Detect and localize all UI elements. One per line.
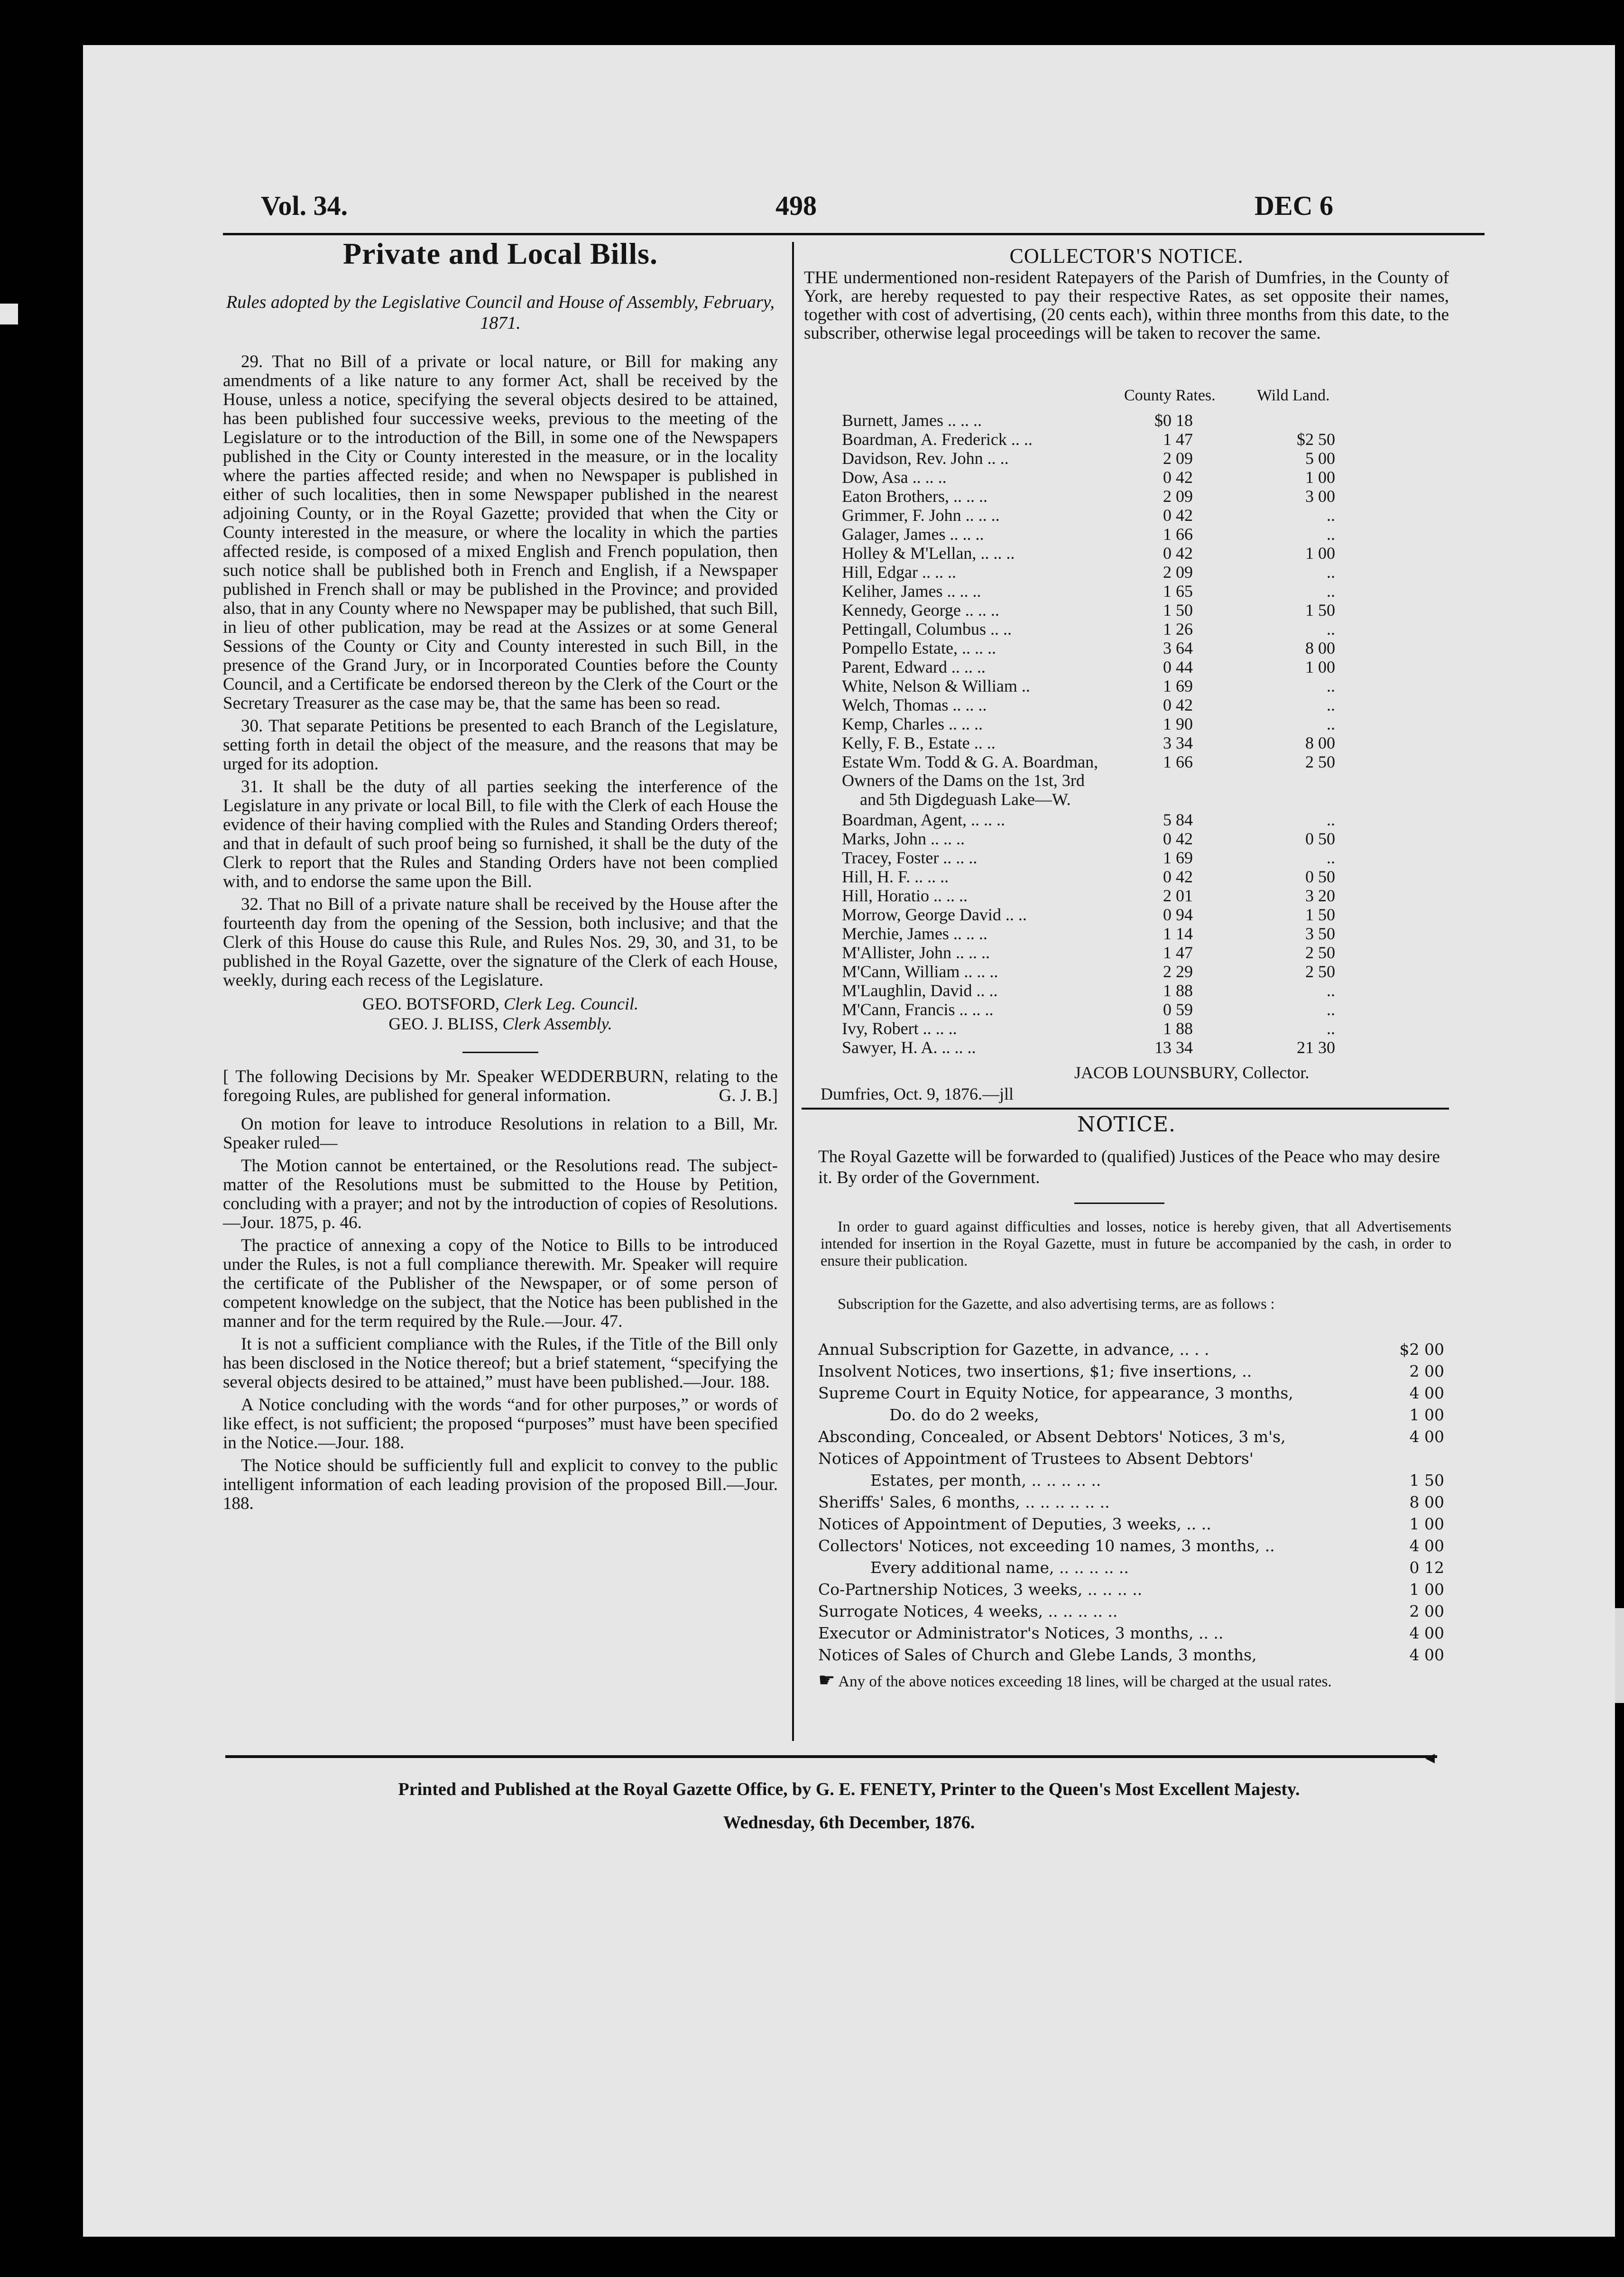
ratepayer-name: Kemp, Charles .. .. .. — [842, 714, 983, 733]
county-rate: 1 26 — [1163, 620, 1193, 639]
wild-land-rate: .. — [1327, 981, 1335, 1000]
table-row — [842, 543, 1463, 562]
county-rates-header: County Rates. — [1124, 387, 1216, 404]
table-row — [842, 676, 1463, 695]
wild-land-rate: .. — [1327, 848, 1335, 867]
volume-label: Vol. 34. — [261, 190, 348, 221]
rate-price: 4 00 — [1409, 1646, 1444, 1664]
rule-paragraph: 31. It shall be the duty of all parties seeking the interference of the Legislature in any private or local Bill, to file with the Clerk of each House the evidence of their having complied with the Rules and Standing Orders thereof; and that in default of such proof being so furnished, it shall be the duty of the Clerk to report that the Rules and Standing Orders have not been complied with, and to endorse the same upon the Bill. — [223, 777, 778, 891]
table-row — [842, 638, 1463, 657]
rate-price: 4 00 — [1409, 1427, 1444, 1446]
county-rate: 0 59 — [1163, 1000, 1193, 1019]
table-row — [842, 905, 1463, 924]
wild-land-rate: 1 50 — [1305, 905, 1335, 924]
county-rate: 1 66 — [1163, 525, 1193, 544]
dams-entry: Owners of the Dams on the 1st, 3rd and 5th Digdeguash Lake—W. — [842, 771, 1085, 809]
wild-land-rate: .. — [1327, 563, 1335, 582]
ratepayer-name: Boardman, Agent, .. .. .. — [842, 810, 1005, 829]
advert-paragraph: Subscription for the Gazette, and also advertising terms, are as follows : — [838, 1295, 1275, 1312]
ratepayer-name: M'Allister, John .. .. .. — [842, 943, 990, 962]
ratepayer-name: White, Nelson & William .. — [842, 676, 1030, 695]
rate-price: 4 00 — [1409, 1624, 1444, 1642]
county-rate: 0 42 — [1163, 695, 1193, 714]
ratepayer-name: Holley & M'Lellan, .. .. .. — [842, 544, 1015, 563]
rate-label: Every additional name, .. .. .. .. .. — [870, 1558, 1129, 1577]
county-rate: 1 66 — [1163, 752, 1193, 771]
county-rate: 3 64 — [1163, 639, 1193, 657]
table-row — [842, 467, 1463, 486]
wild-land-rate: .. — [1327, 810, 1335, 829]
ratepayer-name: Pettingall, Columbus .. .. — [842, 620, 1012, 639]
rate-label: Notices of Appointment of Deputies, 3 weeks, .. .. — [818, 1515, 1211, 1533]
ratepayer-name: Kennedy, George .. .. .. — [842, 601, 999, 620]
table-row — [842, 962, 1463, 981]
county-rate: 1 65 — [1163, 582, 1193, 601]
rate-label: Surrogate Notices, 4 weeks, .. .. .. .. .. — [818, 1602, 1118, 1620]
rule-paragraph: 29. That no Bill of a private or local nature, or Bill for making any amendments of a like nature to any former Act, shall be received by the House, unless a notice, specifying the several objects desired to be attained, has been published four successive weeks, previous to the meeting of the Legislature or to the introduction of the Bill, in some one of the Newspapers published in the City or County interested in the measure, or in the locality where the parties affected reside; and when no Newspaper is published in either of such localities, then in some Newspaper published in the nearest adjoining County, or in the Royal Gazette; provided that when the City or County interested in the measure, or where the locality in which the parties affected reside, is composed of a mixed English and French population, then such notice shall be published both in French and English, if a Newspaper published in French shall or may be published in the Province; and provided also, that in any County where no Newspaper may be published, that such Bill, in lieu of other publication, may be read at the Assizes or at some General Sessions of the County or City and County interested in such Bill, in the presence of the Grand Jury, or in Incorporated Counties before the County Council, and a Certificate be endorsed thereon by the Clerk of the Court or the Secretary Treasurer as the case may be, that the same has been so read. — [223, 352, 778, 713]
county-rate: 2 01 — [1163, 886, 1193, 905]
ratepayer-name: Boardman, A. Frederick .. .. — [842, 430, 1033, 449]
wild-land-rate: 8 00 — [1305, 733, 1335, 752]
wild-land-header: Wild Land. — [1257, 387, 1330, 404]
table-row — [842, 1000, 1463, 1018]
decision-paragraph: The Motion cannot be entertained, or the Resolutions read. The subject-matter of the Resolutions must be submitted to the House by Petition, concluding with a prayer; and not by the introduction of copies of Resolutions.—Jour. 1875, p. 46. — [223, 1156, 778, 1232]
rate-label: Absconding, Concealed, or Absent Debtors' Notices, 3 m's, — [818, 1427, 1286, 1446]
collector-notice — [804, 244, 1449, 343]
footer-rule — [225, 1755, 1437, 1758]
table-row — [842, 448, 1463, 467]
wild-land-rate: .. — [1327, 1000, 1335, 1019]
ratepayer-name: M'Cann, Francis .. .. .. — [842, 1000, 994, 1019]
ratepayer-name: Kelly, F. B., Estate .. .. — [842, 733, 996, 752]
county-rate: 1 50 — [1163, 601, 1193, 620]
wild-land-rate: .. — [1327, 695, 1335, 714]
ratepayer-name: Parent, Edward .. .. .. — [842, 657, 986, 676]
table-row — [842, 505, 1463, 524]
county-rate: 1 88 — [1163, 981, 1193, 1000]
rate-price: 4 00 — [1409, 1384, 1444, 1402]
county-rate: 1 90 — [1163, 714, 1193, 733]
county-rate: 5 84 — [1163, 810, 1193, 829]
collector-title: COLLECTOR'S NOTICE. — [1009, 244, 1244, 268]
county-rate: 0 94 — [1163, 905, 1193, 924]
left-column — [223, 237, 778, 1517]
ratepayer-name: Sawyer, H. A. .. .. .. — [842, 1038, 976, 1057]
table-row — [842, 1018, 1463, 1037]
table-row — [842, 714, 1463, 733]
table-row — [842, 943, 1463, 962]
rate-price: 1 00 — [1409, 1580, 1444, 1599]
ratepayer-name: Keliher, James .. .. .. — [842, 582, 981, 601]
rate-label: Insolvent Notices, two insertions, $1; five insertions, .. — [818, 1362, 1252, 1380]
ratepayer-name: Welch, Thomas .. .. .. — [842, 695, 987, 714]
table-row — [842, 810, 1463, 829]
wild-land-rate: 1 00 — [1305, 468, 1335, 487]
wild-land-rate: 8 00 — [1305, 639, 1335, 657]
wild-land-rate: 3 20 — [1305, 886, 1335, 905]
county-rate: 1 69 — [1163, 676, 1193, 695]
ratepayer-name: Dow, Asa .. .. .. — [842, 468, 947, 487]
ratepayer-name: M'Cann, William .. .. .. — [842, 962, 998, 981]
table-row — [842, 429, 1463, 448]
table-row — [842, 600, 1463, 619]
ratepayer-name: Morrow, George David .. .. — [842, 905, 1027, 924]
wild-land-rate: 21 30 — [1297, 1038, 1335, 1057]
wild-land-rate: .. — [1327, 525, 1335, 544]
wild-land-rate: .. — [1327, 714, 1335, 733]
ratepayer-name: Marks, John .. .. .. — [842, 829, 965, 848]
table-row — [842, 848, 1463, 867]
decision-paragraph: On motion for leave to introduce Resolutions in relation to a Bill, Mr. Speaker ruled— — [223, 1114, 778, 1153]
county-rate: 0 44 — [1163, 657, 1193, 676]
table-row — [842, 733, 1463, 752]
ratepayer-name: Burnett, James .. .. .. — [842, 411, 982, 430]
printer-imprint: Printed and Published at the Royal Gazette Office, by G. E. FENETY, Printer to the Queen's Most Excellent Majesty. — [398, 1779, 1300, 1799]
ratepayer-name: Estate Wm. Todd & G. A. Boardman, — [842, 752, 1098, 771]
rate-price: 8 00 — [1409, 1493, 1444, 1511]
wild-land-rate: 0 50 — [1305, 829, 1335, 848]
rate-label: Supreme Court in Equity Notice, for appearance, 3 months, — [818, 1384, 1293, 1402]
collector-dateline: Dumfries, Oct. 9, 1876.—jll — [821, 1084, 1014, 1103]
rate-label: Do. do do 2 weeks, — [889, 1406, 1039, 1424]
wild-land-rate: .. — [1327, 506, 1335, 525]
wild-land-rate: 1 50 — [1305, 601, 1335, 620]
rate-label: Co-Partnership Notices, 3 weeks, .. .. .. .. — [818, 1580, 1143, 1599]
collector-signature: JACOB LOUNSBURY, Collector. — [1074, 1063, 1310, 1082]
county-rate: 0 42 — [1163, 506, 1193, 525]
county-rate: 2 09 — [1163, 449, 1193, 468]
table-row — [842, 1037, 1463, 1056]
table-row — [842, 886, 1463, 905]
county-rate: 1 47 — [1163, 943, 1193, 962]
rule-paragraph: 30. That separate Petitions be presented to each Branch of the Legislature, setting forth in detail the object of the measure, and the reasons that may be urged for its adoption. — [223, 716, 778, 774]
rate-price: 2 00 — [1409, 1602, 1444, 1620]
rate-label: Collectors' Notices, not exceeding 10 names, 3 months, .. — [818, 1537, 1275, 1555]
wild-land-rate: .. — [1327, 582, 1335, 601]
rule-ornament: ◀ — [1425, 1751, 1435, 1765]
ratepayer-name: Merchie, James .. .. .. — [842, 924, 987, 943]
ratepayer-name: Grimmer, F. John .. .. .. — [842, 506, 1000, 525]
table-row — [842, 981, 1463, 1000]
section-divider — [462, 1052, 538, 1053]
decisions-intro: [ The following Decisions by Mr. Speaker WEDDERBURN, relating to the foregoing Rules, are published for general information. G. J. B.] — [223, 1067, 778, 1105]
wild-land-rate: 2 50 — [1305, 943, 1335, 962]
scan-edge-mark — [0, 304, 18, 324]
rate-label: Notices of Appointment of Trustees to Absent Debtors' — [818, 1449, 1254, 1468]
ratepayer-name: Eaton Brothers, .. .. .. — [842, 487, 987, 506]
wild-land-rate: 3 50 — [1305, 924, 1335, 943]
publication-date: Wednesday, 6th December, 1876. — [723, 1813, 975, 1833]
county-rate: 3 34 — [1163, 733, 1193, 752]
decision-paragraph: The practice of annexing a copy of the Notice to Bills to be introduced under the Rules, is not a full compliance therewith. Mr. Speaker will require the certificate of the Publisher of the Newspaper, or of some person of competent knowledge on the subject, that the Notice has been published in the manner and for the term required by the Rule.—Jour. 47. — [223, 1236, 778, 1331]
wild-land-rate: .. — [1327, 1019, 1335, 1038]
rules-subtitle: Rules adopted by the Legislative Council and House of Assembly, February, 1871. — [226, 292, 775, 333]
county-rate: 2 29 — [1163, 962, 1193, 981]
county-rate: 0 42 — [1163, 544, 1193, 563]
table-row — [842, 524, 1463, 543]
rate-label: Executor or Administrator's Notices, 3 months, .. .. — [818, 1624, 1224, 1642]
ratepayer-name: Pompello Estate, .. .. .. — [842, 639, 996, 657]
notice-text: The Royal Gazette will be forwarded to (qualified) Justices of the Peace who may desire it. By order of the Government. — [818, 1147, 1440, 1187]
rate-price: 0 12 — [1409, 1558, 1444, 1577]
wild-land-rate: 1 00 — [1305, 657, 1335, 676]
wild-land-rate: 0 50 — [1305, 867, 1335, 886]
rate-price: 1 50 — [1409, 1471, 1444, 1490]
collector-intro: THE undermentioned non-resident Ratepayers of the Parish of Dumfries, in the County of York, are hereby requested to pay their respective Rates, as set opposite their names, together with cost of advertising, (20 cents each), within three months from this date, to the subscriber, otherwise legal proceedings will be taken to recover the same. — [804, 268, 1449, 343]
wild-land-rate: .. — [1327, 620, 1335, 639]
decision-paragraph: The Notice should be sufficiently full and explicit to convey to the public intelligent information of each leading provision of the proposed Bill.—Jour. 188. — [223, 1456, 778, 1513]
issue-date: DEC 6 — [1255, 190, 1333, 221]
rate-label: Annual Subscription for Gazette, in advance, .. . . — [818, 1340, 1209, 1359]
notice-rule — [802, 1108, 1449, 1110]
county-rate: 0 42 — [1163, 468, 1193, 487]
rate-price: 4 00 — [1409, 1537, 1444, 1555]
signature-bliss: GEO. J. BLISS, Clerk Assembly. — [388, 1014, 612, 1033]
ratepayer-name: Hill, Horatio .. .. .. — [842, 886, 968, 905]
county-rate: 1 47 — [1163, 430, 1193, 449]
rate-price: 1 00 — [1409, 1406, 1444, 1424]
newspaper-page — [83, 45, 1615, 2237]
rate-price: $2 00 — [1399, 1340, 1444, 1359]
table-row — [842, 581, 1463, 600]
rate-label: Estates, per month, .. .. .. .. .. — [870, 1471, 1101, 1490]
rates-note: ☛ Any of the above notices exceeding 18 lines, will be charged at the usual rates. — [818, 1669, 1332, 1691]
wild-land-rate: $2 50 — [1297, 430, 1335, 449]
county-rate: 1 88 — [1163, 1019, 1193, 1038]
table-row — [842, 867, 1463, 886]
county-rate: 1 14 — [1163, 924, 1193, 943]
wild-land-rate: .. — [1327, 676, 1335, 695]
county-rate: 2 09 — [1163, 487, 1193, 506]
notice-title: NOTICE. — [1077, 1112, 1176, 1137]
county-rate: $0 18 — [1154, 411, 1193, 430]
table-row — [842, 924, 1463, 943]
wild-land-rate: 5 00 — [1305, 449, 1335, 468]
decision-paragraph: It is not a sufficient compliance with the Rules, if the Title of the Bill only has been disclosed in the Notice thereof; but a brief statement, “specifying the several objects desired to be attained,” must have been published.—Jour. 188. — [223, 1334, 778, 1392]
signature-botsford: GEO. BOTSFORD, Clerk Leg. Council. — [362, 994, 639, 1013]
county-rate: 2 09 — [1163, 563, 1193, 582]
section-title: Private and Local Bills. — [343, 237, 658, 270]
pointing-hand-icon: ☛ — [818, 1669, 835, 1691]
ratepayer-name: Tracey, Foster .. .. .. — [842, 848, 978, 867]
notice-divider — [1074, 1203, 1164, 1204]
header-rule — [223, 233, 1485, 235]
county-rate: 0 42 — [1163, 829, 1193, 848]
table-row — [842, 410, 1463, 429]
advert-paragraph: In order to guard against difficulties and losses, notice is hereby given, that all Advertisements intended for insertion in the Royal Gazette, must in future be accompanied by the cash, in order to ensure their publication. — [821, 1218, 1451, 1269]
table-row — [842, 829, 1463, 848]
rate-price: 2 00 — [1409, 1362, 1444, 1380]
table-row — [842, 695, 1463, 714]
ratepayer-name: Hill, H. F. .. .. .. — [842, 867, 949, 886]
table-row — [842, 486, 1463, 505]
rule-paragraph: 32. That no Bill of a private nature shall be received by the House after the fourteenth day from the opening of the Session, both inclusive; and that the Clerk of this House do cause this Rule, and Rules Nos. 29, 30, and 31, to be published in the Royal Gazette, over the signature of the Clerk of each House, weekly, during each recess of the Legislature. — [223, 895, 778, 990]
ratepayer-name: Ivy, Robert .. .. .. — [842, 1019, 957, 1038]
table-row — [842, 562, 1463, 581]
ratepayer-name: Hill, Edgar .. .. .. — [842, 563, 956, 582]
county-rate: 1 69 — [1163, 848, 1193, 867]
county-rate: 13 34 — [1154, 1038, 1193, 1057]
decision-paragraph: A Notice concluding with the words “and for other purposes,” or words of like effect, is not sufficient; the proposed “purposes” must have been specified in the Notice.—Jour. 188. — [223, 1395, 778, 1453]
ratepayer-name: Davidson, Rev. John .. .. — [842, 449, 1009, 468]
wild-land-rate: 3 00 — [1305, 487, 1335, 506]
wild-land-rate: 2 50 — [1305, 962, 1335, 981]
rate-price: 1 00 — [1409, 1515, 1444, 1533]
ratepayer-name: Galager, James .. .. .. — [842, 525, 984, 544]
table-row — [842, 657, 1463, 676]
county-rate: 0 42 — [1163, 867, 1193, 886]
wild-land-rate: 1 00 — [1305, 544, 1335, 563]
rate-label: Sheriffs' Sales, 6 months, .. .. .. .. .. .. — [818, 1493, 1110, 1511]
table-row — [842, 619, 1463, 638]
rate-label: Notices of Sales of Church and Glebe Lands, 3 months, — [818, 1646, 1257, 1664]
ratepayer-name: M'Laughlin, David .. .. — [842, 981, 998, 1000]
column-divider — [792, 242, 794, 1741]
table-row — [842, 752, 1463, 771]
page-number: 498 — [775, 190, 817, 221]
wild-land-rate: 2 50 — [1305, 752, 1335, 771]
